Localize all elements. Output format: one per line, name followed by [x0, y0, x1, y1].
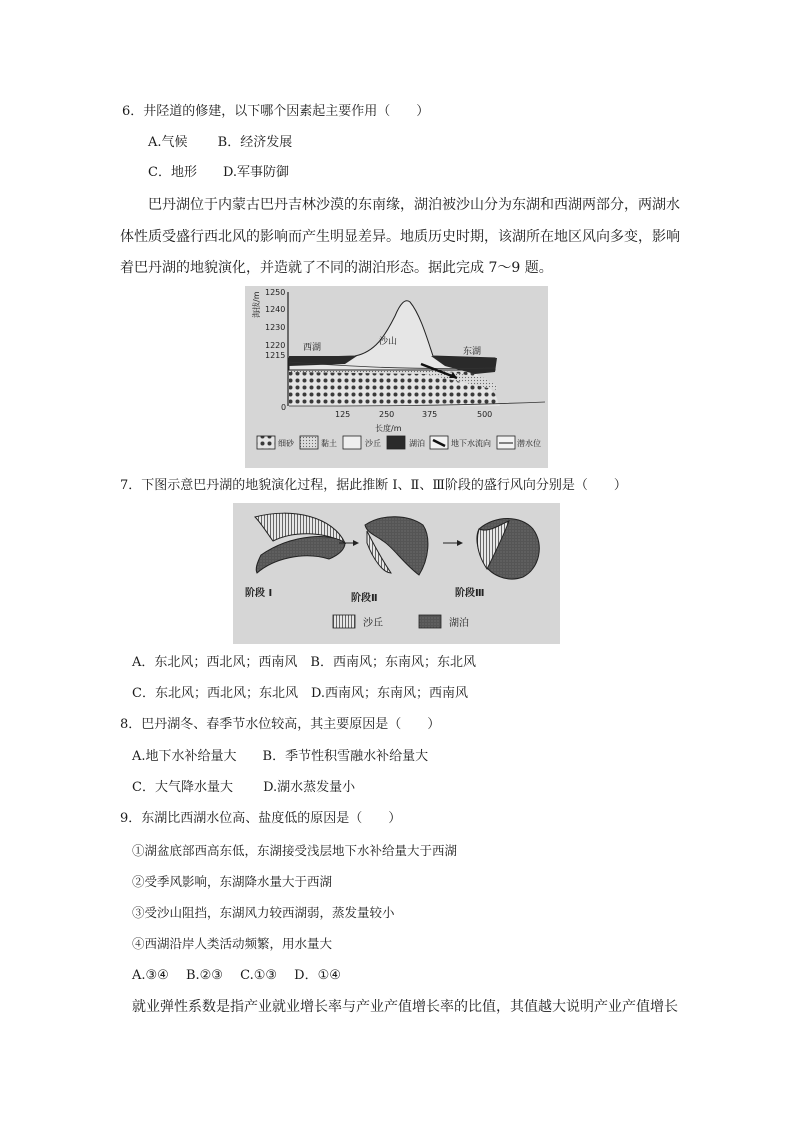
- passage-line-1: 巴丹湖位于内蒙古巴丹吉林沙漠的东南缘，湖泊被沙山分为东湖和西湖两部分，两湖水: [148, 197, 680, 213]
- passage-line-3: 着巴丹湖的地貌演化，并造就了不同的湖泊形态。据此完成 7～9 题。: [120, 260, 553, 276]
- lake-cross-section-figure: [245, 286, 548, 468]
- tail-passage-line-1: 就业弹性系数是指产业就业增长率与产业产值增长率的比值，其值越大说明产业产值增长: [132, 999, 678, 1015]
- q7-options-cd: C．东北风；西北风；东北风 D.西南风；东南风；西南风: [132, 686, 469, 701]
- legend-lake-swatch: [387, 436, 405, 449]
- y-tick-1250: 1250: [265, 288, 286, 297]
- stage1-lake-shape: [256, 537, 345, 573]
- y-tick-1220: 1220: [265, 341, 286, 350]
- q8-options-cd: C．大气降水量大 D.湖水蒸发量小: [132, 780, 356, 795]
- x-tick-500: 500: [477, 410, 493, 419]
- q6-options-ab: A.气候 B．经济发展: [148, 135, 293, 150]
- y-tick-1230: 1230: [265, 323, 286, 332]
- y-tick-1240: 1240: [265, 305, 286, 314]
- q8-options-ab: A.地下水补给量大 B．季节性积雪融水补给量大: [132, 749, 429, 764]
- q9-stem: 9．东湖比西湖水位高、盐度低的原因是（ ）: [120, 811, 402, 826]
- legend-clay-label: 黏土: [321, 439, 337, 448]
- y-tick-1215: 1215: [265, 351, 286, 360]
- y-axis-label: 海拔/m: [252, 291, 261, 318]
- legend-dune-swatch: [333, 615, 355, 628]
- west-lake-label: 西湖: [303, 343, 322, 353]
- q7-stem: 7．下图示意巴丹湖的地貌演化过程，据此推断 I、Ⅱ、Ⅲ阶段的盛行风向分别是（ ）: [120, 478, 627, 493]
- x-axis-label: 长度/m: [375, 424, 402, 433]
- legend-fine-sand-swatch: [257, 436, 275, 449]
- legend-lake-label-2: 湖泊: [449, 618, 469, 629]
- legend-fine-sand-label: 细砂: [278, 439, 294, 448]
- q9-statement-3: ③受沙山阻挡，东湖风力较西湖弱，蒸发量较小: [132, 905, 395, 920]
- east-lake-label: 东湖: [463, 347, 482, 357]
- legend-dune-label: 沙丘: [363, 618, 383, 629]
- q7-options-ab: A．东北风；西北风；西南风 B．西南风；东南风；东北风: [132, 655, 476, 670]
- q8-stem: 8．巴丹湖冬、春季节水位较高，其主要原因是（ ）: [120, 717, 441, 732]
- legend-lake-label: 湖泊: [409, 439, 425, 448]
- legend-sand-hill-label: 沙丘: [365, 439, 381, 448]
- q9-statement-2: ②受季风影响，东湖降水量大于西湖: [132, 874, 333, 889]
- stage1-label: 阶段 I: [245, 588, 273, 599]
- lake-evolution-figure: [233, 503, 560, 644]
- x-tick-125: 125: [335, 410, 351, 419]
- q9-statement-1: ①湖盆底部西高东低，东湖接受浅层地下水补给量大于西湖: [132, 843, 458, 858]
- q9-statement-4: ④西湖沿岸人类活动频繁，用水量大: [132, 936, 333, 951]
- legend-clay-swatch: [300, 436, 318, 449]
- q6-options-cd: C．地形 D.军事防御: [148, 165, 290, 180]
- legend-lake-swatch-2: [419, 615, 441, 628]
- legend-sand-hill-swatch: [343, 436, 361, 449]
- passage-line-2: 体性质受盛行西北风的影响而产生明显差异。地质历史时期，该湖所在地区风向多变，影响: [120, 229, 680, 245]
- q6-stem: 6．井陉道的修建，以下哪个因素起主要作用（ ）: [122, 104, 430, 119]
- q9-options: A.③④ B.②③ C.①③ D．①④: [132, 968, 341, 983]
- x-tick-250: 250: [379, 410, 395, 419]
- sand-mountain-label: 沙山: [379, 337, 398, 347]
- stage2-label: 阶段Ⅱ: [351, 593, 378, 604]
- y-tick-0: 0: [281, 403, 287, 412]
- legend-water-table-label: 潜水位: [517, 439, 541, 448]
- stage3-label: 阶段Ⅲ: [455, 588, 485, 599]
- legend-groundwater-label: 地下水流向: [451, 439, 491, 448]
- x-tick-375: 375: [422, 410, 438, 419]
